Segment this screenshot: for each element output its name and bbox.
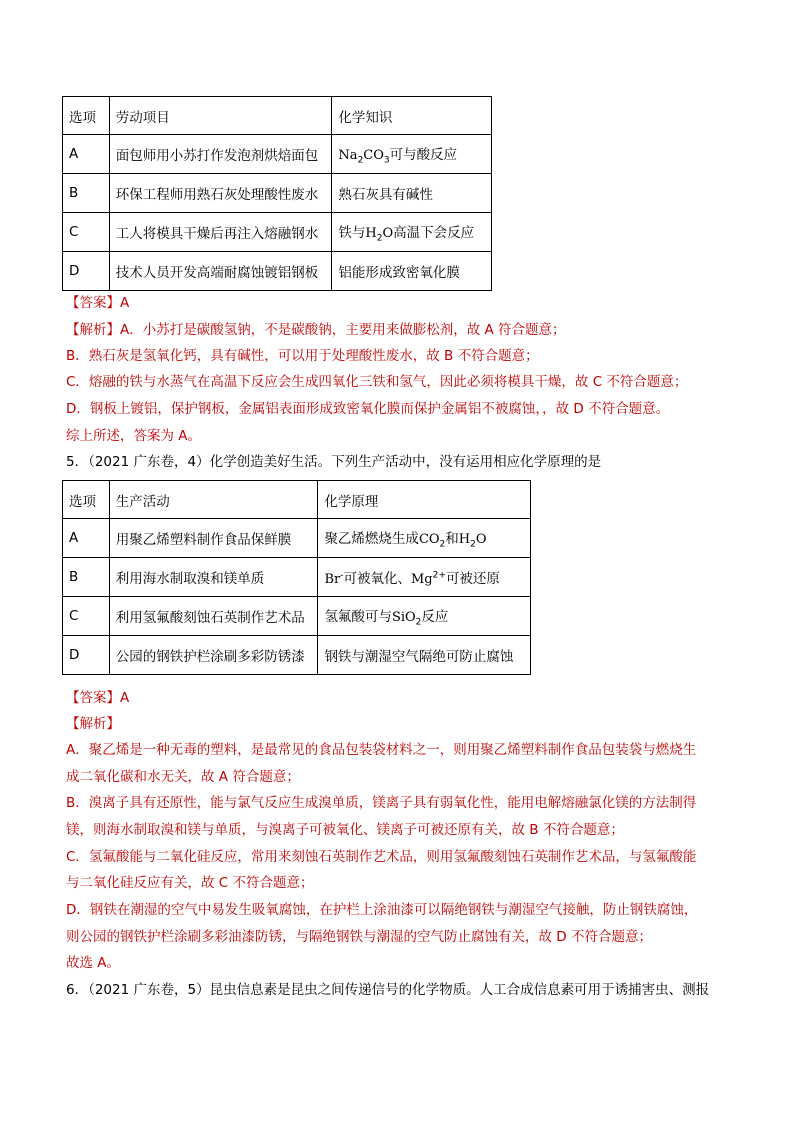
subscript: 2 [357,155,364,166]
text: 铁与 [338,224,366,241]
formula: H [365,225,377,241]
knowledge-cell: 铝能形成致密氧化膜 [332,252,492,291]
q5-analysis-line: 故选 A。 [66,955,121,971]
formula: CO [363,147,384,163]
q5-answer: 【答案】A [66,690,130,706]
option-cell: A [63,135,110,174]
item-cell: 技术人员开发高端耐腐蚀镀铝钢板 [109,252,332,291]
text: 可被还原 [445,571,500,587]
option-cell: C [63,597,110,636]
q5-stem: 5．（2021 广东卷，4）化学创造美好生活。下列生产活动中，没有运用相应化学原理的是 [66,454,602,470]
q4-analysis-line: B．熟石灰是氢氧化钙，具有碱性，可以用于处理酸性废水，故 B 不符合题意； [66,348,539,364]
principle-cell [318,558,531,597]
q5-analysis-line: 成二氧化碳和水无关，故 A 符合题意； [66,769,300,785]
activity-cell: 利用海水制取溴和镁单质 [109,558,318,597]
superscript: 2+ [432,570,446,581]
activity-cell: 公园的钢铁护栏涂刷多彩防锈漆 [109,636,318,675]
table-row [63,597,531,636]
q5-analysis-line: A．聚乙烯是一种无毒的塑料，是最常见的食品包装袋材料之一，则用聚乙烯塑料制作食品包装袋与燃烧生 [66,742,697,758]
formula: SiO [391,609,416,625]
item-cell: 面包师用小苏打作发泡剂烘焙面包 [109,135,332,174]
knowledge-cell [332,135,492,174]
superscript: - [340,570,344,581]
knowledge-cell: 熟石灰具有碱性 [332,174,492,213]
header-cell: 选项 [63,97,110,135]
table-row [63,174,492,213]
formula: Br [324,572,341,587]
header-cell: 选项 [63,481,110,519]
formula: Mg [410,572,433,587]
subscript: 2 [415,617,422,628]
header-cell: 生产活动 [109,481,318,519]
text: 和 [445,530,459,547]
subscript: 2 [439,539,446,550]
formula: H [458,531,471,547]
principle-cell [318,597,531,636]
text: 反应 [421,608,449,625]
q4-analysis-line: C．熔融的铁与水蒸气在高温下反应会生成四氧化三铁和氢气，因此必须将模具干燥，故 C 不符合题意； [66,374,688,390]
q4-analysis-line: 【解析】A．小苏打是碳酸氢钠，不是碳酸钠，主要用来做膨松剂，故 A 符合题意； [66,322,566,338]
q5-analysis-line: C．氢氟酸能与二氧化硅反应，常用来刻蚀石英制作艺术品，则用氢氟酸刻蚀石英制作艺术品，与氢氟酸能 [66,849,697,865]
q6-stem: 6．（2021 广东卷，5）昆虫信息素是昆虫之间传递信号的化学物质。人工合成信息素可用于诱捕害虫、测报 [66,982,710,998]
table-row [63,135,492,174]
formula: Na [338,147,358,163]
activity-cell: 用聚乙烯塑料制作食品保鲜膜 [109,519,318,558]
text: 可与酸反应 [389,146,458,163]
q4-analysis-line: 综上所述，答案为 A。 [66,428,202,444]
option-cell: C [63,213,110,252]
q4-analysis-line: D．钢板上镀铝，保护钢板，金属铝表面形成致密氧化膜而保护金属铝不被腐蚀，，故 D 不符合题意。 [66,401,670,417]
knowledge-cell [332,213,492,252]
text: 可被氧化、 [343,571,411,587]
q5-analysis-line: 镁，则海水制取溴和镁与单质，与溴离子可被氧化、镁离子可被还原有关，故 B 不符合题意； [66,822,624,838]
text: 高温下会反应 [393,224,475,241]
option-cell: B [63,174,110,213]
q5-analysis-line: 则公园的钢铁护栏涂刷多彩油漆防锈，与隔绝钢铁与潮湿的空气防止腐蚀有关，故 D 不符合题意； [66,929,652,945]
q4-answer: 【答案】A [66,295,130,311]
table-row [63,636,531,675]
option-cell: A [63,519,110,558]
q5-analysis-line: B．溴离子具有还原性，能与氯气反应生成溴单质，镁离子具有弱氧化性，能用电解熔融氯化镁的方法制得 [66,795,697,811]
option-cell: D [63,636,110,675]
text: 聚乙烯燃烧生成 [324,530,419,547]
q5-table [62,480,531,675]
q4-table [62,96,492,291]
table-header-row [63,481,531,519]
subscript: 3 [383,155,390,166]
table-row [63,252,492,291]
subscript: 2 [376,233,383,244]
principle-cell: 钢铁与潮湿空气隔绝可防止腐蚀 [318,636,531,675]
formula: CO [418,531,440,547]
formula: O [475,531,487,547]
formula: O [382,225,394,241]
table-row [63,558,531,597]
table-row [63,519,531,558]
item-cell: 环保工程师用熟石灰处理酸性废水 [109,174,332,213]
header-cell: 化学知识 [332,97,492,135]
q5-analysis-line: D．钢铁在潮湿的空气中易发生吸氧腐蚀，在护栏上涂油漆可以隔绝钢铁与潮湿空气接触，防止钢铁腐蚀， [66,902,698,918]
header-cell: 劳动项目 [109,97,332,135]
text: 氢氟酸可与 [324,608,392,625]
table-row [63,213,492,252]
header-cell: 化学原理 [318,481,531,519]
subscript: 2 [470,539,476,550]
q5-analysis-head: 【解析】 [66,716,120,732]
q5-analysis-line: 与二氧化硅反应有关，故 C 不符合题意； [66,875,314,891]
option-cell: D [63,252,110,291]
option-cell: B [63,558,110,597]
principle-cell [318,519,531,558]
table-header-row [63,97,492,135]
analysis-text: A．小苏打是碳酸氢钠，不是碳酸钠，主要用来做膨松剂，故 A 符合题意； [120,322,566,338]
activity-cell: 利用氢氟酸刻蚀石英制作艺术品 [109,597,318,636]
item-cell: 工人将模具干燥后再注入熔融钢水 [109,213,332,252]
